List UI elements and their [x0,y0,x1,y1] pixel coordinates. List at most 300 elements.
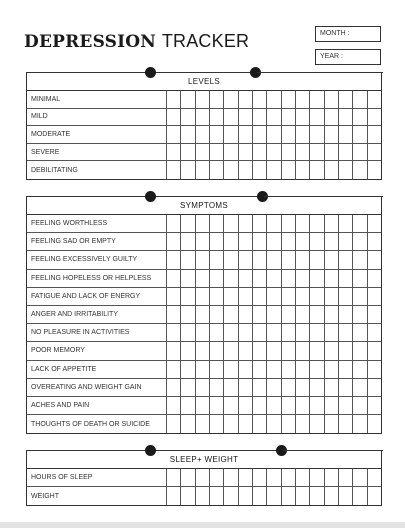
tracker-cell[interactable] [325,324,339,341]
tracker-cell[interactable] [296,251,310,268]
tracker-cell[interactable] [353,215,367,232]
tracker-cell[interactable] [267,233,281,250]
row-cells [167,126,381,143]
tracker-cell[interactable] [224,469,238,486]
tracker-cell[interactable] [210,415,224,433]
tracker-cell[interactable] [296,487,310,505]
tracker-cell[interactable] [224,144,238,161]
tracker-cell[interactable] [181,270,195,287]
tracker-cell[interactable] [239,469,253,486]
tracker-cell[interactable] [282,161,296,179]
tracker-cell[interactable] [353,161,367,179]
tracker-cell[interactable] [210,288,224,305]
tracker-cell[interactable] [282,415,296,433]
tracker-cell[interactable] [368,324,381,341]
tracker-cell[interactable] [339,233,353,250]
tracker-cell[interactable] [267,397,281,414]
tracker-cell[interactable] [353,91,367,108]
tracker-cell[interactable] [368,251,381,268]
tracker-cell[interactable] [368,361,381,378]
tracker-cell[interactable] [339,251,353,268]
tracker-cell[interactable] [167,306,181,323]
tracker-cell[interactable] [267,487,281,505]
tracker-cell[interactable] [167,91,181,108]
tracker-cell[interactable] [181,233,195,250]
tracker-cell[interactable] [353,251,367,268]
tracker-cell[interactable] [210,361,224,378]
section-header [27,73,381,91]
tracker-cell[interactable] [239,397,253,414]
tracker-cell[interactable] [296,324,310,341]
tracker-cell[interactable] [224,487,238,505]
tracker-cell[interactable] [167,215,181,232]
tracker-cell[interactable] [368,126,381,143]
tracker-cell[interactable] [368,144,381,161]
tracker-cell[interactable] [282,91,296,108]
tracker-cell[interactable] [196,109,210,126]
tracker-cell[interactable] [181,379,195,396]
tracker-cell[interactable] [267,415,281,433]
tracker-cell[interactable] [196,487,210,505]
tracker-cell[interactable] [353,288,367,305]
tracker-cell[interactable] [239,306,253,323]
tracker-cell[interactable] [368,379,381,396]
tracker-cell[interactable] [282,306,296,323]
tracker-cell[interactable] [296,91,310,108]
tracker-cell[interactable] [282,487,296,505]
row-cells [167,361,381,378]
tracker-cell[interactable] [167,415,181,433]
tracker-cell[interactable] [267,469,281,486]
row-cells [167,270,381,287]
tracker-cell[interactable] [196,161,210,179]
tracker-cell[interactable] [224,324,238,341]
tracker-cell[interactable] [224,161,238,179]
tracker-cell[interactable] [296,469,310,486]
tracker-cell[interactable] [325,251,339,268]
tracker-cell[interactable] [210,233,224,250]
tracker-cell[interactable] [296,215,310,232]
tracker-cell[interactable] [282,215,296,232]
tracker-cell[interactable] [181,91,195,108]
tracker-cell[interactable] [282,361,296,378]
tracker-cell[interactable] [253,91,267,108]
tracker-cell[interactable] [224,215,238,232]
tracker-cell[interactable] [325,161,339,179]
tracker-cell[interactable] [196,324,210,341]
tracker-cell[interactable] [167,361,181,378]
tracker-cell[interactable] [282,251,296,268]
tracker-cell[interactable] [196,415,210,433]
tracker-cell[interactable] [210,215,224,232]
tracker-cell[interactable] [368,487,381,505]
tracker-cell[interactable] [239,126,253,143]
tracker-cell[interactable] [239,109,253,126]
tracker-cell[interactable] [310,342,324,359]
tracker-cell[interactable] [239,161,253,179]
tracker-cell[interactable] [339,379,353,396]
tracker-cell[interactable] [210,324,224,341]
tracker-cell[interactable] [167,161,181,179]
tracker-cell[interactable] [210,397,224,414]
tracker-cell[interactable] [224,251,238,268]
tracker-row [27,397,381,415]
tracker-cell[interactable] [325,415,339,433]
tracker-cell[interactable] [368,397,381,414]
tracker-cell[interactable] [282,397,296,414]
tracker-cell[interactable] [325,397,339,414]
tracker-cell[interactable] [339,342,353,359]
tracker-cell[interactable] [210,109,224,126]
tracker-cell[interactable] [282,109,296,126]
tracker-cell[interactable] [210,251,224,268]
tracker-cell[interactable] [167,324,181,341]
tracker-cell[interactable] [310,379,324,396]
tracker-cell[interactable] [267,144,281,161]
tracker-cell[interactable] [368,215,381,232]
tracker-cell[interactable] [368,288,381,305]
tracker-cell[interactable] [167,288,181,305]
tracker-cell[interactable] [239,270,253,287]
tracker-cell[interactable] [239,324,253,341]
tracker-cell[interactable] [253,379,267,396]
tracker-cell[interactable] [296,397,310,414]
tracker-cell[interactable] [210,161,224,179]
tracker-cell[interactable] [325,215,339,232]
tracker-cell[interactable] [325,288,339,305]
tracker-cell[interactable] [239,487,253,505]
tracker-cell[interactable] [267,215,281,232]
tracker-cell[interactable] [296,109,310,126]
tracker-cell[interactable] [282,126,296,143]
tracker-cell[interactable] [368,342,381,359]
tracker-cell[interactable] [267,109,281,126]
tracker-cell[interactable] [267,251,281,268]
tracker-cell[interactable] [167,126,181,143]
tracker-cell[interactable] [253,288,267,305]
tracker-cell[interactable] [224,288,238,305]
tracker-cell[interactable] [167,487,181,505]
year-field[interactable] [315,49,381,65]
tracker-cell[interactable] [310,251,324,268]
tracker-cell[interactable] [224,415,238,433]
tracker-cell[interactable] [181,469,195,486]
tracker-cell[interactable] [310,126,324,143]
tracker-cell[interactable] [339,109,353,126]
tracker-cell[interactable] [368,415,381,433]
tracker-cell[interactable] [339,469,353,486]
tracker-cell[interactable] [339,270,353,287]
tracker-cell[interactable] [224,109,238,126]
tracker-cell[interactable] [167,397,181,414]
tracker-cell[interactable] [353,126,367,143]
tracker-cell[interactable] [253,144,267,161]
tracker-cell[interactable] [267,161,281,179]
tracker-cell[interactable] [253,324,267,341]
tracker-cell[interactable] [353,379,367,396]
tracker-cell[interactable] [353,397,367,414]
tracker-cell[interactable] [224,342,238,359]
page-bottom-strip [0,522,405,528]
tracker-cell[interactable] [310,288,324,305]
tracker-cell[interactable] [239,361,253,378]
tracker-cell[interactable] [267,324,281,341]
tracker-row [27,91,381,109]
tracker-cell[interactable] [181,415,195,433]
tracker-cell[interactable] [325,487,339,505]
tracker-cell[interactable] [253,342,267,359]
tracker-cell[interactable] [296,144,310,161]
tracker-cell[interactable] [167,251,181,268]
tracker-cell[interactable] [339,126,353,143]
tracker-cell[interactable] [210,91,224,108]
tracker-cell[interactable] [353,306,367,323]
tracker-cell[interactable] [224,379,238,396]
tracker-cell[interactable] [368,306,381,323]
tracker-cell[interactable] [210,144,224,161]
tracker-cell[interactable] [310,324,324,341]
month-field[interactable] [315,26,381,42]
tracker-cell[interactable] [325,379,339,396]
tracker-cell[interactable] [253,469,267,486]
tracker-cell[interactable] [310,161,324,179]
tracker-cell[interactable] [325,126,339,143]
tracker-cell[interactable] [210,487,224,505]
tracker-cell[interactable] [196,215,210,232]
tracker-cell[interactable] [353,415,367,433]
tracker-cell[interactable] [224,270,238,287]
tracker-cell[interactable] [339,215,353,232]
tracker-cell[interactable] [253,233,267,250]
tracker-cell[interactable] [196,144,210,161]
tracker-cell[interactable] [325,342,339,359]
tracker-cell[interactable] [339,288,353,305]
tracker-cell[interactable] [310,306,324,323]
tracker-cell[interactable] [181,109,195,126]
tracker-cell[interactable] [339,306,353,323]
tracker-cell[interactable] [167,109,181,126]
tracker-cell[interactable] [181,487,195,505]
tracker-cell[interactable] [339,324,353,341]
tracker-cell[interactable] [310,487,324,505]
tracker-cell[interactable] [325,361,339,378]
tracker-cell[interactable] [196,361,210,378]
tracker-cell[interactable] [181,161,195,179]
tracker-cell[interactable] [196,342,210,359]
tracker-cell[interactable] [267,288,281,305]
tracker-cell[interactable] [325,144,339,161]
tracker-cell[interactable] [325,469,339,486]
tracker-cell[interactable] [196,306,210,323]
tracker-cell[interactable] [196,233,210,250]
tracker-cell[interactable] [181,361,195,378]
tracker-cell[interactable] [210,270,224,287]
tracker-cell[interactable] [239,233,253,250]
tracker-cell[interactable] [181,324,195,341]
tracker-cell[interactable] [310,397,324,414]
tracker-cell[interactable] [310,109,324,126]
tracker-cell[interactable] [368,161,381,179]
tracker-cell[interactable] [282,288,296,305]
tracker-cell[interactable] [224,361,238,378]
tracker-cell[interactable] [267,126,281,143]
tracker-cell[interactable] [282,342,296,359]
sleep-weight-rows [27,469,381,505]
tracker-cell[interactable] [368,91,381,108]
tracker-cell[interactable] [267,361,281,378]
tracker-cell[interactable] [253,397,267,414]
title-light: TRACKER [161,31,250,51]
tracker-cell[interactable] [253,109,267,126]
tracker-cell[interactable] [196,379,210,396]
tracker-cell[interactable] [181,342,195,359]
tracker-cell[interactable] [296,161,310,179]
tracker-cell[interactable] [282,379,296,396]
tracker-cell[interactable] [253,415,267,433]
tracker-cell[interactable] [296,288,310,305]
tracker-cell[interactable] [181,288,195,305]
tracker-cell[interactable] [296,415,310,433]
tracker-cell[interactable] [224,91,238,108]
tracker-cell[interactable] [368,270,381,287]
tracker-cell[interactable] [181,251,195,268]
tracker-cell[interactable] [210,126,224,143]
tracker-cell[interactable] [296,126,310,143]
tracker-cell[interactable] [267,342,281,359]
tracker-cell[interactable] [181,144,195,161]
tracker-cell[interactable] [196,469,210,486]
tracker-cell[interactable] [353,233,367,250]
tracker-cell[interactable] [224,397,238,414]
tracker-cell[interactable] [253,126,267,143]
tracker-cell[interactable] [253,161,267,179]
row-cells [167,379,381,396]
tracker-cell[interactable] [368,233,381,250]
tracker-cell[interactable] [339,397,353,414]
tracker-cell[interactable] [353,144,367,161]
tracker-cell[interactable] [282,144,296,161]
tracker-cell[interactable] [282,324,296,341]
tracker-cell[interactable] [282,233,296,250]
tracker-cell[interactable] [368,109,381,126]
tracker-cell[interactable] [267,379,281,396]
tracker-cell[interactable] [310,469,324,486]
tracker-cell[interactable] [167,233,181,250]
tracker-cell[interactable] [310,415,324,433]
tracker-cell[interactable] [239,288,253,305]
tracker-cell[interactable] [339,487,353,505]
tracker-cell[interactable] [353,324,367,341]
title-bold: DEPRESSION [24,32,157,52]
row-label: LACK OF APPETITE [27,361,167,378]
tracker-cell[interactable] [325,91,339,108]
tracker-cell[interactable] [253,487,267,505]
tracker-cell[interactable] [310,270,324,287]
tracker-cell[interactable] [296,361,310,378]
tracker-cell[interactable] [224,306,238,323]
tracker-cell[interactable] [239,415,253,433]
tracker-cell[interactable] [267,270,281,287]
tracker-cell[interactable] [210,342,224,359]
tracker-cell[interactable] [181,126,195,143]
tracker-cell[interactable] [239,342,253,359]
tracker-cell[interactable] [181,306,195,323]
tracker-cell[interactable] [210,306,224,323]
tracker-cell[interactable] [239,379,253,396]
tracker-cell[interactable] [181,397,195,414]
tracker-cell[interactable] [353,109,367,126]
tracker-cell[interactable] [210,469,224,486]
tracker-cell[interactable] [196,397,210,414]
tracker-cell[interactable] [253,270,267,287]
tracker-cell[interactable] [296,270,310,287]
tracker-cell[interactable] [339,91,353,108]
tracker-cell[interactable] [353,342,367,359]
tracker-cell[interactable] [239,91,253,108]
tracker-cell[interactable] [253,215,267,232]
tracker-cell[interactable] [181,215,195,232]
tracker-cell[interactable] [325,306,339,323]
tracker-cell[interactable] [167,379,181,396]
tracker-cell[interactable] [196,91,210,108]
tracker-cell[interactable] [339,361,353,378]
tracker-cell[interactable] [210,379,224,396]
tracker-cell[interactable] [167,342,181,359]
tracker-cell[interactable] [282,270,296,287]
tracker-cell[interactable] [339,161,353,179]
tracker-cell[interactable] [368,469,381,486]
tracker-cell[interactable] [196,270,210,287]
tracker-cell[interactable] [310,233,324,250]
tracker-cell[interactable] [196,288,210,305]
tracker-cell[interactable] [253,306,267,323]
tracker-cell[interactable] [196,251,210,268]
tracker-cell[interactable] [296,342,310,359]
tracker-cell[interactable] [353,469,367,486]
tracker-cell[interactable] [353,361,367,378]
tracker-cell[interactable] [267,306,281,323]
tracker-cell[interactable] [253,251,267,268]
tracker-cell[interactable] [339,415,353,433]
tracker-cell[interactable] [239,215,253,232]
tracker-cell[interactable] [224,233,238,250]
tracker-cell[interactable] [310,361,324,378]
tracker-cell[interactable] [196,126,210,143]
tracker-cell[interactable] [310,91,324,108]
tracker-cell[interactable] [296,306,310,323]
tracker-cell[interactable] [325,270,339,287]
tracker-row [27,342,381,360]
tracker-cell[interactable] [339,144,353,161]
tracker-cell[interactable] [239,144,253,161]
tracker-cell[interactable] [325,109,339,126]
tracker-cell[interactable] [353,487,367,505]
tracker-cell[interactable] [267,91,281,108]
tracker-cell[interactable] [325,233,339,250]
tracker-cell[interactable] [353,270,367,287]
tracker-cell[interactable] [239,251,253,268]
tracker-cell[interactable] [310,215,324,232]
tracker-cell[interactable] [296,379,310,396]
tracker-cell[interactable] [167,469,181,486]
tracker-cell[interactable] [167,270,181,287]
tracker-cell[interactable] [310,144,324,161]
tracker-cell[interactable] [253,361,267,378]
tracker-cell[interactable] [282,469,296,486]
tracker-cell[interactable] [167,144,181,161]
tracker-cell[interactable] [296,233,310,250]
tracker-cell[interactable] [224,126,238,143]
